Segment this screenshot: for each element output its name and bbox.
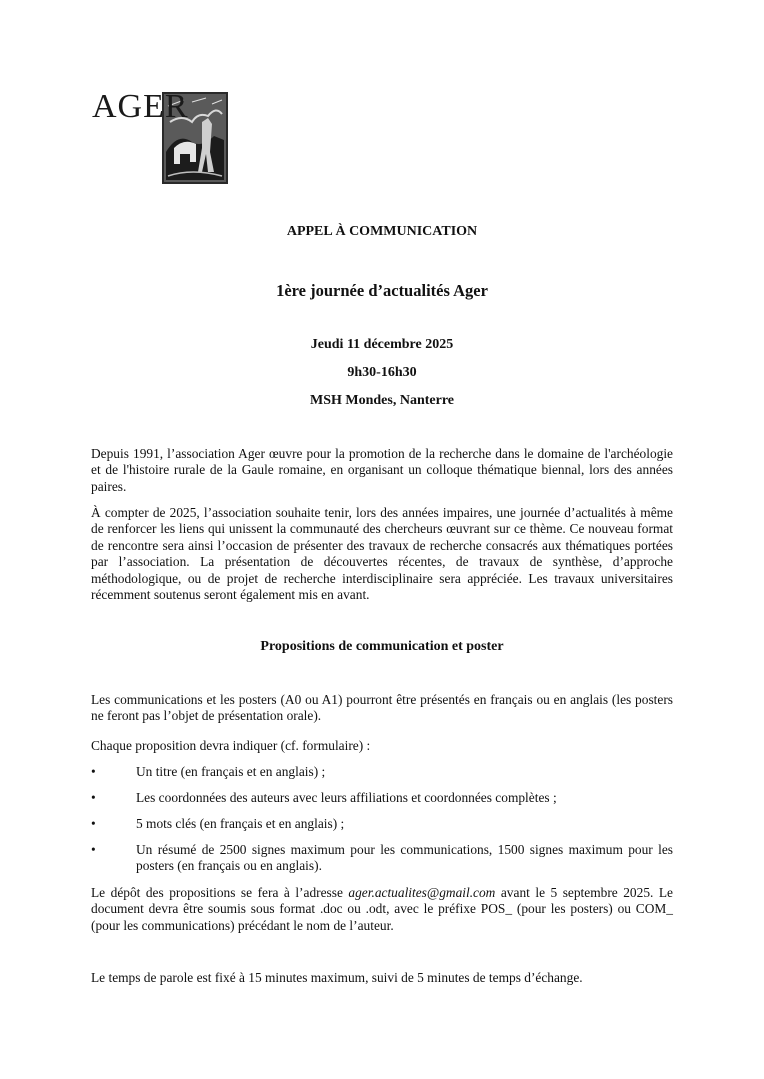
- section-heading: Propositions de communication et poster: [260, 639, 504, 654]
- call-heading: APPEL À COMMUNICATION: [286, 224, 478, 239]
- deposit-text-before: Le dépôt des propositions se fera à l’adresse: [91, 885, 349, 900]
- requirements-intro: Chaque proposition devra indiquer (cf. formulaire) :: [91, 738, 371, 753]
- formats-paragraph: Les communications et les posters (A0 ou A1) pourront être présentés en français ou en anglais (les posters ne feront pas l’objet de présentation orale).: [91, 692, 673, 724]
- event-title: 1ère journée d’actualités Ager: [276, 281, 488, 300]
- list-item-text: 5 mots clés (en français et en anglais) ;: [136, 816, 345, 831]
- ager-logo: [88, 84, 238, 189]
- deposit-text-after: avant le 5 septembre 2025. Le document devra être soumis sous format .doc ou .odt, avec le préfixe POS_ (pour les posters) ou COM_ (pour les communications) précédant le nom de l’auteur.: [91, 885, 673, 933]
- event-date: Jeudi 11 décembre 2025: [310, 337, 454, 352]
- bullet-marker: •: [91, 790, 96, 805]
- bullet-marker: •: [91, 842, 96, 857]
- bullet-marker: •: [91, 816, 96, 831]
- deposit-paragraph: [91, 885, 673, 934]
- intro-paragraph-1: Depuis 1991, l’association Ager œuvre pour la promotion de la recherche dans le domaine de l'archéologie et de l'histoire rurale de la Gaule romaine, en organisant un colloque thématique biennal, lors des années paires.: [91, 446, 673, 494]
- bullet-marker: •: [91, 764, 96, 779]
- logo-wordmark: AGER: [92, 88, 189, 125]
- list-item-text: Un titre (en français et en anglais) ;: [136, 764, 326, 779]
- event-place: MSH Mondes, Nanterre: [310, 393, 454, 408]
- contact-email: ager.actualites@gmail.com: [348, 885, 496, 900]
- intro-paragraph-2: À compter de 2025, l’association souhaite tenir, lors des années impaires, une journée d’actualités à même de renforcer les liens qui unissent la communauté des chercheurs œuvrant sur ce thème. Ce nouveau format de rencontre sera ainsi l’occasion de présenter des travaux de recherche consacrés aux thématiques portées par l’association. La présentation de découvertes récentes, de travaux de synthèse, d’approche méthodologique, ou de projet de recherche interdisciplinaire sera appréciée. Les travaux universitaires récemment soutenus seront également mis en avant.: [91, 505, 673, 603]
- speaking-time-paragraph: Le temps de parole est fixé à 15 minutes maximum, suivi de 5 minutes de temps d’échange.: [91, 970, 583, 985]
- event-time: 9h30-16h30: [347, 365, 417, 380]
- list-item-text: Un résumé de 2500 signes maximum pour les communications, 1500 signes maximum pour les posters (en français ou en anglais).: [136, 842, 673, 874]
- list-item-text: Les coordonnées des auteurs avec leurs affiliations et coordonnées complètes ;: [136, 790, 557, 805]
